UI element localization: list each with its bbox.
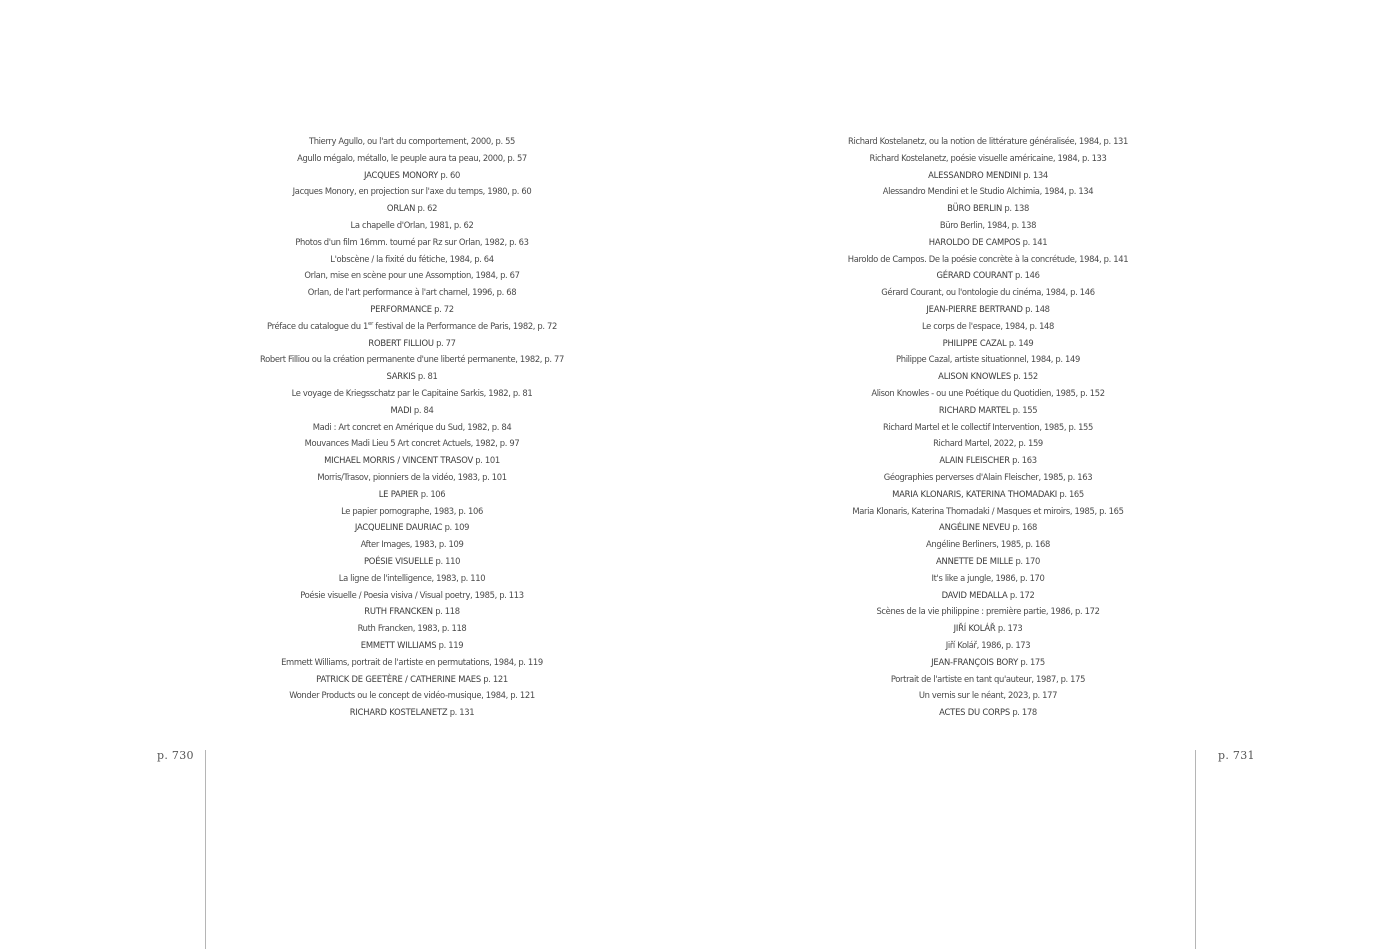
toc-entry-text: p. 118	[432, 606, 460, 617]
toc-artist-name: ACTES DU CORPS	[939, 707, 1011, 718]
toc-section-heading	[152, 335, 672, 352]
toc-entry	[152, 351, 672, 368]
toc-entry	[728, 419, 1248, 436]
toc-artist-name: PHILIPPE CAZAL	[942, 337, 1007, 348]
toc-section-heading	[728, 620, 1248, 637]
toc-superscript: er	[368, 320, 373, 327]
toc-entry-text: p. 109	[442, 522, 470, 533]
toc-section-heading	[152, 704, 672, 721]
toc-entry	[152, 234, 672, 251]
toc-entry-text: Richard Kostelanetz, poésie visuelle américaine, 1984, p. 133	[869, 152, 1107, 163]
toc-entry-text: p. 121	[481, 673, 508, 684]
toc-entry	[728, 318, 1248, 335]
toc-entry-text: Thierry Agullo, ou l'art du comportement, 2000, p. 55	[308, 136, 516, 146]
toc-artist-name: ANGÉLINE NEVEU	[939, 522, 1011, 533]
toc-entry-text: Un vernis sur le néant, 2023, p. 177	[918, 690, 1058, 701]
toc-entry-text: Maria Klonaris, Katerina Thomadaki / Masques et miroirs, 1985, p. 165	[852, 505, 1124, 516]
toc-artist-name: JACQUES MONORY	[364, 169, 439, 180]
toc-artist-name: ORLAN	[386, 203, 416, 214]
right-page-number: p. 731	[1218, 749, 1255, 762]
toc-entry-text: p. 131	[447, 707, 475, 718]
toc-artist-name: BÜRO BERLIN	[947, 203, 1003, 214]
toc-section-heading	[728, 452, 1248, 469]
toc-section-heading	[728, 234, 1248, 251]
toc-section-heading	[728, 519, 1248, 536]
toc-section-heading	[728, 553, 1248, 570]
toc-section-heading	[152, 368, 672, 385]
toc-entry	[152, 654, 672, 671]
toc-entry-text: p. 141	[1020, 236, 1048, 247]
toc-section-heading	[728, 368, 1248, 385]
toc-entry-text: Gérard Courant, ou l'ontologie du cinéma, 1984, p. 146	[881, 287, 1095, 298]
toc-artist-name: MICHAEL MORRIS / VINCENT TRASOV	[324, 455, 473, 466]
toc-entry	[728, 385, 1248, 402]
toc-entry-text: Jiří Kolář, 1986, p. 173	[945, 639, 1031, 650]
toc-entry	[728, 687, 1248, 704]
toc-entry-text: Orlan, de l'art performance à l'art charnel, 1996, p. 68	[307, 287, 517, 298]
toc-entry	[152, 570, 672, 587]
toc-entry-text: Richard Martel et le collectif Intervention, 1985, p. 155	[882, 421, 1094, 432]
toc-section-heading	[152, 452, 672, 469]
toc-entry	[728, 503, 1248, 520]
toc-section-heading	[152, 402, 672, 419]
toc-entry	[152, 217, 672, 234]
toc-entry-text: Richard Kostelanetz, ou la notion de littérature généralisée, 1984, p. 131	[848, 136, 1128, 146]
toc-artist-name: LE PAPIER	[378, 488, 419, 499]
toc-entry	[728, 671, 1248, 688]
toc-section-heading	[728, 587, 1248, 604]
toc-entry-text: Le corps de l'espace, 1984, p. 148	[921, 320, 1055, 331]
toc-section-heading	[152, 553, 672, 570]
toc-entry	[152, 183, 672, 200]
toc-entry	[728, 183, 1248, 200]
toc-section-heading	[728, 200, 1248, 217]
toc-entry	[152, 419, 672, 436]
toc-entry	[152, 284, 672, 301]
toc-entry-text: Wonder Products ou le concept de vidéo-musique, 1984, p. 121	[289, 690, 535, 701]
toc-entry	[728, 133, 1248, 150]
toc-entry-text: p. 172	[1007, 589, 1035, 600]
toc-entry	[152, 150, 672, 167]
toc-entry-text: p. 72	[431, 303, 454, 314]
toc-entry	[728, 637, 1248, 654]
toc-section-heading	[152, 519, 672, 536]
toc-artist-name: PERFORMANCE	[370, 303, 432, 314]
toc-entry-text: Richard Martel, 2022, p. 159	[933, 438, 1043, 449]
toc-entry	[152, 469, 672, 486]
toc-entry-text: Alessandro Mendini et le Studio Alchimia, 1984, p. 134	[882, 186, 1094, 197]
toc-section-heading	[152, 486, 672, 503]
toc-entry-text: Angéline Berliners, 1985, p. 168	[926, 539, 1050, 550]
toc-artist-name: MARIA KLONARIS, KATERINA THOMADAKI	[892, 488, 1058, 499]
toc-entry-text: La chapelle d'Orlan, 1981, p. 62	[350, 219, 474, 230]
toc-entry-text: Alison Knowles - ou une Poétique du Quotidien, 1985, p. 152	[871, 387, 1105, 398]
toc-entry-text: p. 165	[1057, 488, 1084, 499]
toc-entry	[728, 284, 1248, 301]
toc-entry-text: Büro Berlin, 1984, p. 138	[939, 219, 1037, 230]
toc-section-heading	[728, 704, 1248, 721]
toc-entry-text: p. 173	[995, 623, 1023, 634]
toc-entry	[728, 603, 1248, 620]
toc-artist-name: RICHARD KOSTELANETZ	[349, 707, 448, 718]
toc-entry-text: Le voyage de Kriegsschatz par le Capitaine Sarkis, 1982, p. 81	[291, 387, 533, 398]
toc-entry	[728, 469, 1248, 486]
toc-entry-text: It's like a jungle, 1986, p. 170	[931, 572, 1045, 583]
toc-entry-text: Le papier pornographe, 1983, p. 106	[341, 505, 483, 516]
toc-section-heading	[152, 603, 672, 620]
toc-entry-text: p. 163	[1009, 455, 1037, 466]
toc-entry-text: Photos d'un film 16mm. tourné par Rz sur Orlan, 1982, p. 63	[295, 236, 529, 247]
toc-entry	[152, 133, 672, 150]
toc-section-heading	[728, 402, 1248, 419]
toc-entry-text: Robert Filliou ou la création permanente d'une liberté permanente, 1982, p. 77	[260, 354, 564, 365]
toc-section-heading	[152, 167, 672, 184]
toc-entry-text: p. 138	[1002, 203, 1029, 214]
toc-entry-text: p. 170	[1013, 555, 1040, 566]
toc-entry	[728, 150, 1248, 167]
toc-entry-text: Poésie visuelle / Poesia visiva / Visual poetry, 1985, p. 113	[300, 589, 524, 600]
toc-artist-name: ROBERT FILLIOU	[368, 337, 434, 348]
toc-section-heading	[152, 637, 672, 654]
toc-artist-name: JIŘÍ KOLÁŘ	[953, 623, 996, 634]
toc-entry-text: p. 175	[1018, 656, 1045, 667]
toc-section-heading	[728, 167, 1248, 184]
toc-artist-name: JACQUELINE DAURIAC	[354, 522, 443, 533]
toc-entry-text: L'obscène / la fixité du fétiche, 1984, p. 64	[330, 253, 494, 264]
toc-entry-text: p. 168	[1010, 522, 1037, 533]
toc-section-heading	[152, 301, 672, 318]
toc-entry-text: Mouvances Madi Lieu 5 Art concret Actuels, 1982, p. 97	[304, 438, 520, 449]
toc-entry-text: p. 119	[436, 639, 464, 650]
toc-entry-text: p. 149	[1006, 337, 1034, 348]
toc-entry	[152, 385, 672, 402]
toc-entry	[728, 217, 1248, 234]
toc-entry	[728, 251, 1248, 268]
toc-section-heading	[152, 671, 672, 688]
toc-entry	[728, 351, 1248, 368]
toc-entry-text: Morris/Trasov, pionniers de la vidéo, 1983, p. 101	[317, 471, 507, 482]
toc-entry-text: p. 106	[418, 488, 446, 499]
toc-entry-text: p. 60	[438, 169, 460, 180]
toc-entry	[152, 251, 672, 268]
right-page-rule	[1195, 750, 1196, 949]
toc-artist-name: POÉSIE VISUELLE	[363, 555, 434, 566]
toc-entry-text: p. 84	[411, 404, 434, 415]
toc-entry-text: Madi : Art concret en Amérique du Sud, 1982, p. 84	[312, 421, 512, 432]
toc-artist-name: ALESSANDRO MENDINI	[928, 169, 1021, 180]
toc-entry-text: Ruth Francken, 1983, p. 118	[357, 623, 467, 634]
toc-entry	[728, 570, 1248, 587]
toc-entry-text: Portrait de l'artiste en tant qu'auteur, 1987, p. 175	[890, 673, 1086, 684]
toc-artist-name: DAVID MEDALLA	[941, 589, 1008, 600]
toc-section-heading	[728, 335, 1248, 352]
toc-artist-name: JEAN-PIERRE BERTRAND	[926, 303, 1023, 314]
toc-entry-text: p. 146	[1012, 270, 1040, 281]
toc-section-heading	[728, 301, 1248, 318]
toc-artist-name: SARKIS	[386, 371, 416, 382]
toc-entry-text: p. 77	[433, 337, 456, 348]
toc-entry	[152, 503, 672, 520]
toc-section-heading	[728, 267, 1248, 284]
toc-artist-name: ANNETTE DE MILLE	[936, 555, 1014, 566]
toc-artist-name: EMMETT WILLIAMS	[360, 639, 437, 650]
toc-section-heading	[728, 654, 1248, 671]
left-page-number: p. 730	[157, 749, 194, 762]
toc-entry-text: p. 155	[1010, 404, 1038, 415]
toc-entry	[152, 587, 672, 604]
toc-entry-text: After Images, 1983, p. 109	[360, 539, 464, 550]
toc-entry-text: Scènes de la vie philippine : première partie, 1986, p. 172	[876, 606, 1100, 617]
left-page-rule	[205, 750, 206, 949]
toc-artist-name: PATRICK DE GEETÈRE / CATHERINE MAES	[316, 673, 481, 684]
toc-artist-name: JEAN-FRANÇOIS BORY	[931, 656, 1019, 667]
toc-entry-text-continued: festival de la Performance de Paris, 1982, p. 72	[372, 320, 557, 331]
toc-entry	[152, 687, 672, 704]
toc-entry-text: Orlan, mise en scène pour une Assomption, 1984, p. 67	[304, 270, 520, 281]
left-page-toc	[152, 133, 672, 721]
toc-entry	[728, 536, 1248, 553]
toc-entry-text: p. 62	[415, 203, 438, 214]
toc-entry-text: Géographies perverses d'Alain Fleischer, 1985, p. 163	[883, 471, 1093, 482]
toc-entry-text: Emmett Williams, portrait de l'artiste en permutations, 1984, p. 119	[281, 656, 543, 667]
toc-entry-text: p. 110	[433, 555, 461, 566]
toc-entry	[152, 267, 672, 284]
toc-entry	[152, 435, 672, 452]
toc-entry-text: Haroldo de Campos. De la poésie concrète à la concrétude, 1984, p. 141	[847, 253, 1129, 264]
right-page-toc	[728, 133, 1248, 721]
toc-entry-text: Philippe Cazal, artiste situationnel, 1984, p. 149	[896, 354, 1080, 365]
toc-entry	[728, 435, 1248, 452]
toc-entry	[152, 536, 672, 553]
toc-entry-text: p. 152	[1010, 371, 1038, 382]
toc-entry-text: p. 134	[1020, 169, 1048, 180]
toc-entry-text: Préface du catalogue du 1	[267, 320, 369, 331]
toc-artist-name: ALISON KNOWLES	[938, 371, 1011, 382]
toc-artist-name: MADI	[390, 404, 412, 415]
toc-entry-text: p. 148	[1022, 303, 1050, 314]
toc-entry-text: La ligne de l'intelligence, 1983, p. 110	[338, 572, 486, 583]
toc-entry	[152, 318, 672, 335]
toc-artist-name: RICHARD MARTEL	[938, 404, 1011, 415]
toc-entry-text: p. 178	[1010, 707, 1037, 718]
toc-section-heading	[152, 200, 672, 217]
toc-artist-name: ALAIN FLEISCHER	[939, 455, 1010, 466]
toc-entry-text: Agullo mégalo, métallo, le peuple aura ta peau, 2000, p. 57	[297, 152, 527, 163]
toc-artist-name: HAROLDO DE CAMPOS	[928, 236, 1021, 247]
toc-entry-text: Jacques Monory, en projection sur l'axe du temps, 1980, p. 60	[292, 186, 532, 197]
toc-entry	[152, 620, 672, 637]
toc-artist-name: GÉRARD COURANT	[936, 270, 1013, 281]
toc-section-heading	[728, 486, 1248, 503]
toc-entry-text: p. 81	[415, 371, 438, 382]
toc-artist-name: RUTH FRANCKEN	[364, 606, 433, 617]
toc-entry-text: p. 101	[473, 455, 500, 466]
